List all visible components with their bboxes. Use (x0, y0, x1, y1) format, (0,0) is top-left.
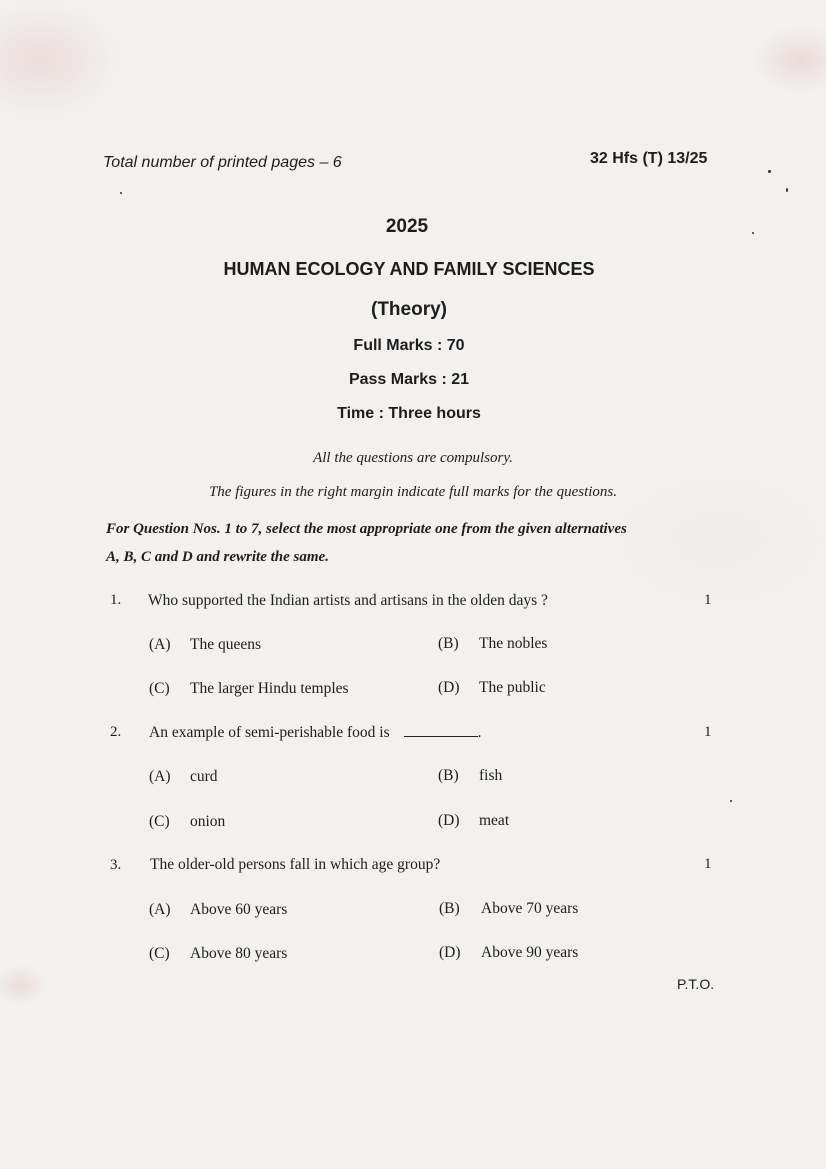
question-3-option-a-key: (A) (149, 901, 171, 918)
question-1-marks: 1 (704, 592, 712, 608)
question-2-blank (404, 724, 478, 737)
question-3-option-c-text: Above 80 years (190, 945, 288, 962)
instruction-marks-margin: The figures in the right margin indicate full marks for the questions. (208, 484, 618, 500)
scan-speck (730, 800, 732, 802)
scan-speck (752, 232, 754, 234)
question-3-marks: 1 (704, 856, 712, 872)
question-1-text: Who supported the Indian artists and artisans in the olden days ? (148, 592, 548, 609)
question-1-option-d-text: The public (479, 679, 546, 696)
question-3-option-b-text: Above 70 years (481, 900, 579, 917)
please-turn-over: P.T.O. (677, 976, 715, 992)
pass-marks: Pass Marks : 21 (348, 371, 470, 388)
printed-pages-note: Total number of printed pages – 6 (103, 154, 342, 171)
full-marks: Full Marks : 70 (353, 337, 465, 354)
instruction-mcq-line1: For Question Nos. 1 to 7, select the most appropriate one from the given alternatives (106, 521, 627, 537)
question-3-option-d-text: Above 90 years (481, 944, 579, 961)
question-1-option-c-key: (C) (149, 680, 170, 697)
question-3-option-d-key: (D) (439, 944, 461, 961)
exam-year: 2025 (385, 216, 429, 237)
question-2-option-c-text: onion (190, 813, 226, 830)
subject-title: HUMAN ECOLOGY AND FAMILY SCIENCES (223, 259, 595, 279)
question-1-option-c-text: The larger Hindu temples (190, 680, 349, 697)
instruction-mcq-line2: A, B, C and D and rewrite the same. (106, 549, 329, 565)
question-3-text: The older-old persons fall in which age group? (150, 856, 441, 873)
question-2-option-b-key: (B) (438, 767, 459, 784)
question-2-text-line (149, 724, 482, 742)
scan-speck (786, 188, 788, 192)
question-2-number: 2. (110, 724, 122, 740)
question-1-number: 1. (110, 592, 122, 608)
question-2-marks: 1 (704, 724, 712, 740)
question-2-text: An example of semi-perishable food is (149, 724, 390, 741)
question-2-text-end: . (477, 724, 482, 741)
paper-code: 32 Hfs (T) 13/25 (590, 150, 708, 167)
question-1-option-b-text: The nobles (479, 635, 548, 652)
scan-speck (120, 192, 122, 194)
question-1-option-a-text: The queens (190, 636, 262, 653)
question-3-option-a-text: Above 60 years (190, 901, 288, 918)
paper-type: (Theory) (371, 299, 447, 320)
question-1-option-b-key: (B) (438, 635, 459, 652)
instruction-compulsory: All the questions are compulsory. (313, 450, 513, 466)
question-1-option-a-key: (A) (149, 636, 171, 653)
question-2-option-d-key: (D) (438, 812, 460, 829)
question-2-option-c-key: (C) (149, 813, 170, 830)
question-3-number: 3. (110, 857, 122, 873)
question-2-option-a-text: curd (190, 768, 218, 785)
question-2-option-a-key: (A) (149, 768, 171, 785)
question-3-option-b-key: (B) (439, 900, 460, 917)
question-2-option-d-text: meat (479, 812, 510, 829)
exam-time: Time : Three hours (337, 405, 481, 422)
question-2-option-b-text: fish (479, 767, 503, 784)
question-1-option-d-key: (D) (438, 679, 460, 696)
question-3-option-c-key: (C) (149, 945, 170, 962)
scan-speck (768, 170, 771, 173)
